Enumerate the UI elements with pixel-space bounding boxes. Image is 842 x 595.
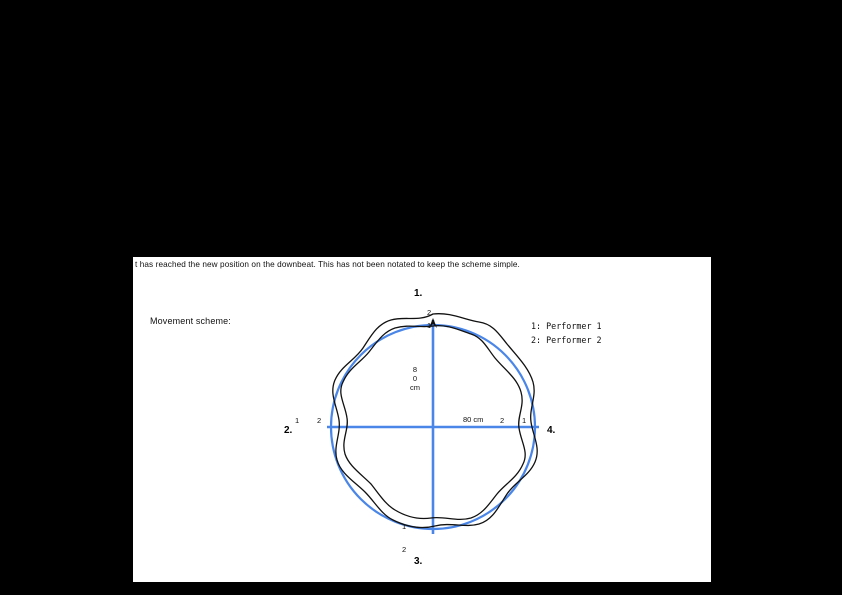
position-label-3: 3. [414,556,423,567]
position-label-2: 2. [284,425,293,436]
legend-item-performer-2: 2: Performer 2 [531,335,602,345]
position-label-4: 4. [547,425,556,436]
movement-scheme-diagram [283,282,583,572]
marker-right-performer-1: 1 [522,416,527,425]
marker-left-performer-1: 1 [295,416,300,425]
horizontal-dimension-label: 80 cm [463,415,484,424]
marker-top-performer-2: 2 [427,308,432,317]
movement-scheme-label: Movement scheme: [150,316,231,326]
marker-bottom-performer-1: 1 [402,522,407,531]
marker-top-performer-1: 1 [427,321,432,330]
performer-path-outer [333,314,537,528]
position-label-1: 1. [414,288,423,299]
marker-right-performer-2: 2 [500,416,505,425]
page-top-paragraph: t has reached the new position on the downbeat. This has not been notated to keep the scheme simple. [135,260,520,269]
marker-bottom-performer-2: 2 [402,545,407,554]
legend-item-performer-1: 1: Performer 1 [531,321,602,331]
vertical-dimension-label: 8 0 cm [410,365,420,392]
marker-left-performer-2: 2 [317,416,322,425]
document-page [133,257,711,582]
